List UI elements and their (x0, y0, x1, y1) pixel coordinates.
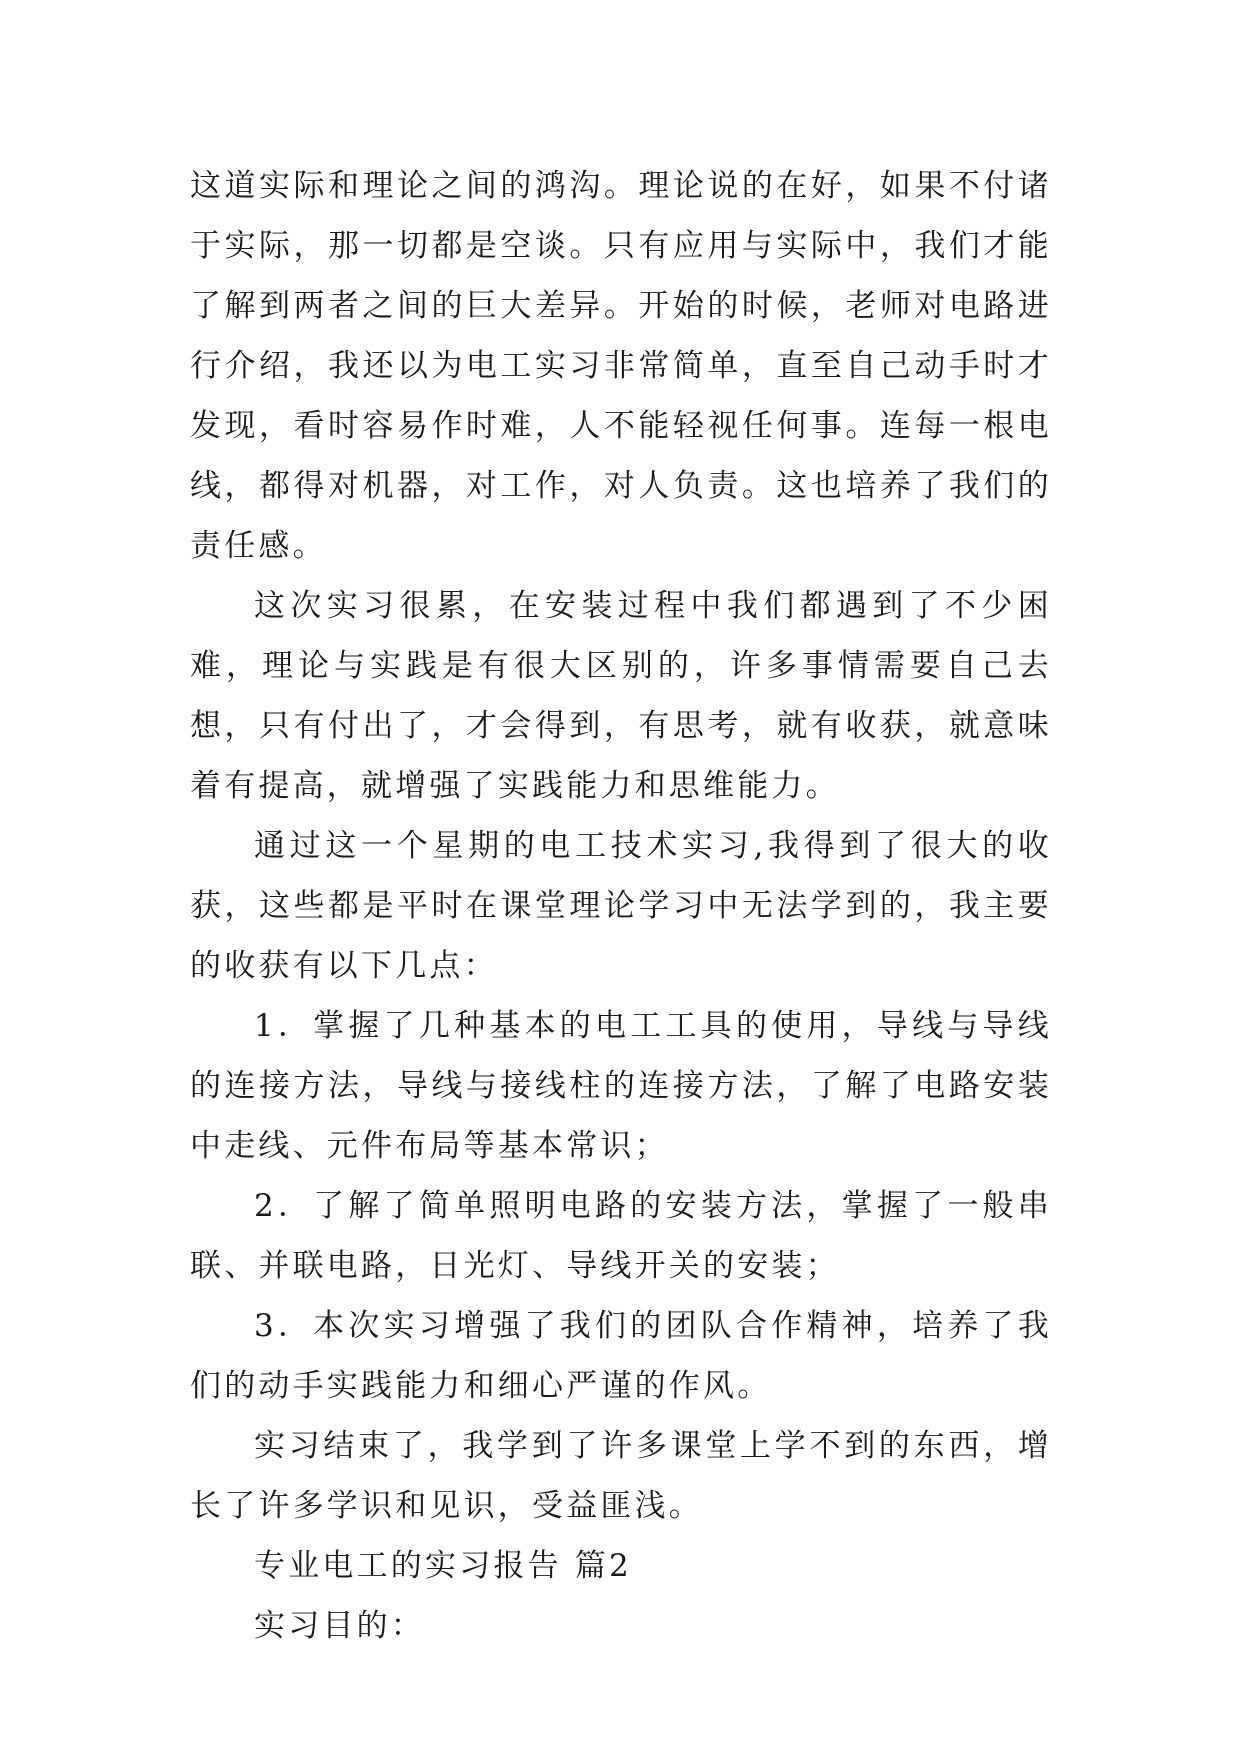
paragraph-gain-1: 1．掌握了几种基本的电工工具的使用，导线与导线的连接方法，导线与接线柱的连接方法，了解了电路安装中走线、元件布局等基本常识； (190, 1008, 1052, 1164)
paragraph-conclusion: 实习结束了，我学到了许多课堂上学不到的东西，增长了许多学识和见识，受益匪浅。 (190, 1428, 1052, 1524)
section-heading-purpose: 实习目的： (254, 1608, 425, 1644)
paragraph-gains-intro: 通过这一个星期的电工技术实习,我得到了很大的收获，这些都是平时在课堂理论学习中无法学到的，我主要的收获有以下几点： (190, 828, 1052, 984)
paragraph-installation-difficulty: 这次实习很累，在安装过程中我们都遇到了不少困难，理论与实践是有很大区别的，许多事情需要自己去想，只有付出了，才会得到，有思考，就有收获，就意味着有提高，就增强了实践能力和思维能力。 (190, 588, 1052, 804)
document-body (190, 156, 1052, 1656)
section-heading-report-2: 专业电工的实习报告 篇2 (254, 1548, 632, 1584)
paragraph-theory-practice-gap: 这道实际和理论之间的鸿沟。理论说的在好，如果不付诸于实际，那一切都是空谈。只有应用与实际中，我们才能了解到两者之间的巨大差异。开始的时候，老师对电路进行介绍，我还以为电工实习非常简单，直至自己动手时才发现，看时容易作时难，人不能轻视任何事。连每一根电线，都得对机器，对工作，对人负责。这也培养了我们的责任感。 (190, 168, 1052, 564)
paragraph-gain-3: 3．本次实习增强了我们的团队合作精神，培养了我们的动手实践能力和细心严谨的作风。 (190, 1308, 1052, 1404)
paragraph-gain-2: 2．了解了简单照明电路的安装方法，掌握了一般串联、并联电路，日光灯、导线开关的安装； (190, 1188, 1052, 1284)
